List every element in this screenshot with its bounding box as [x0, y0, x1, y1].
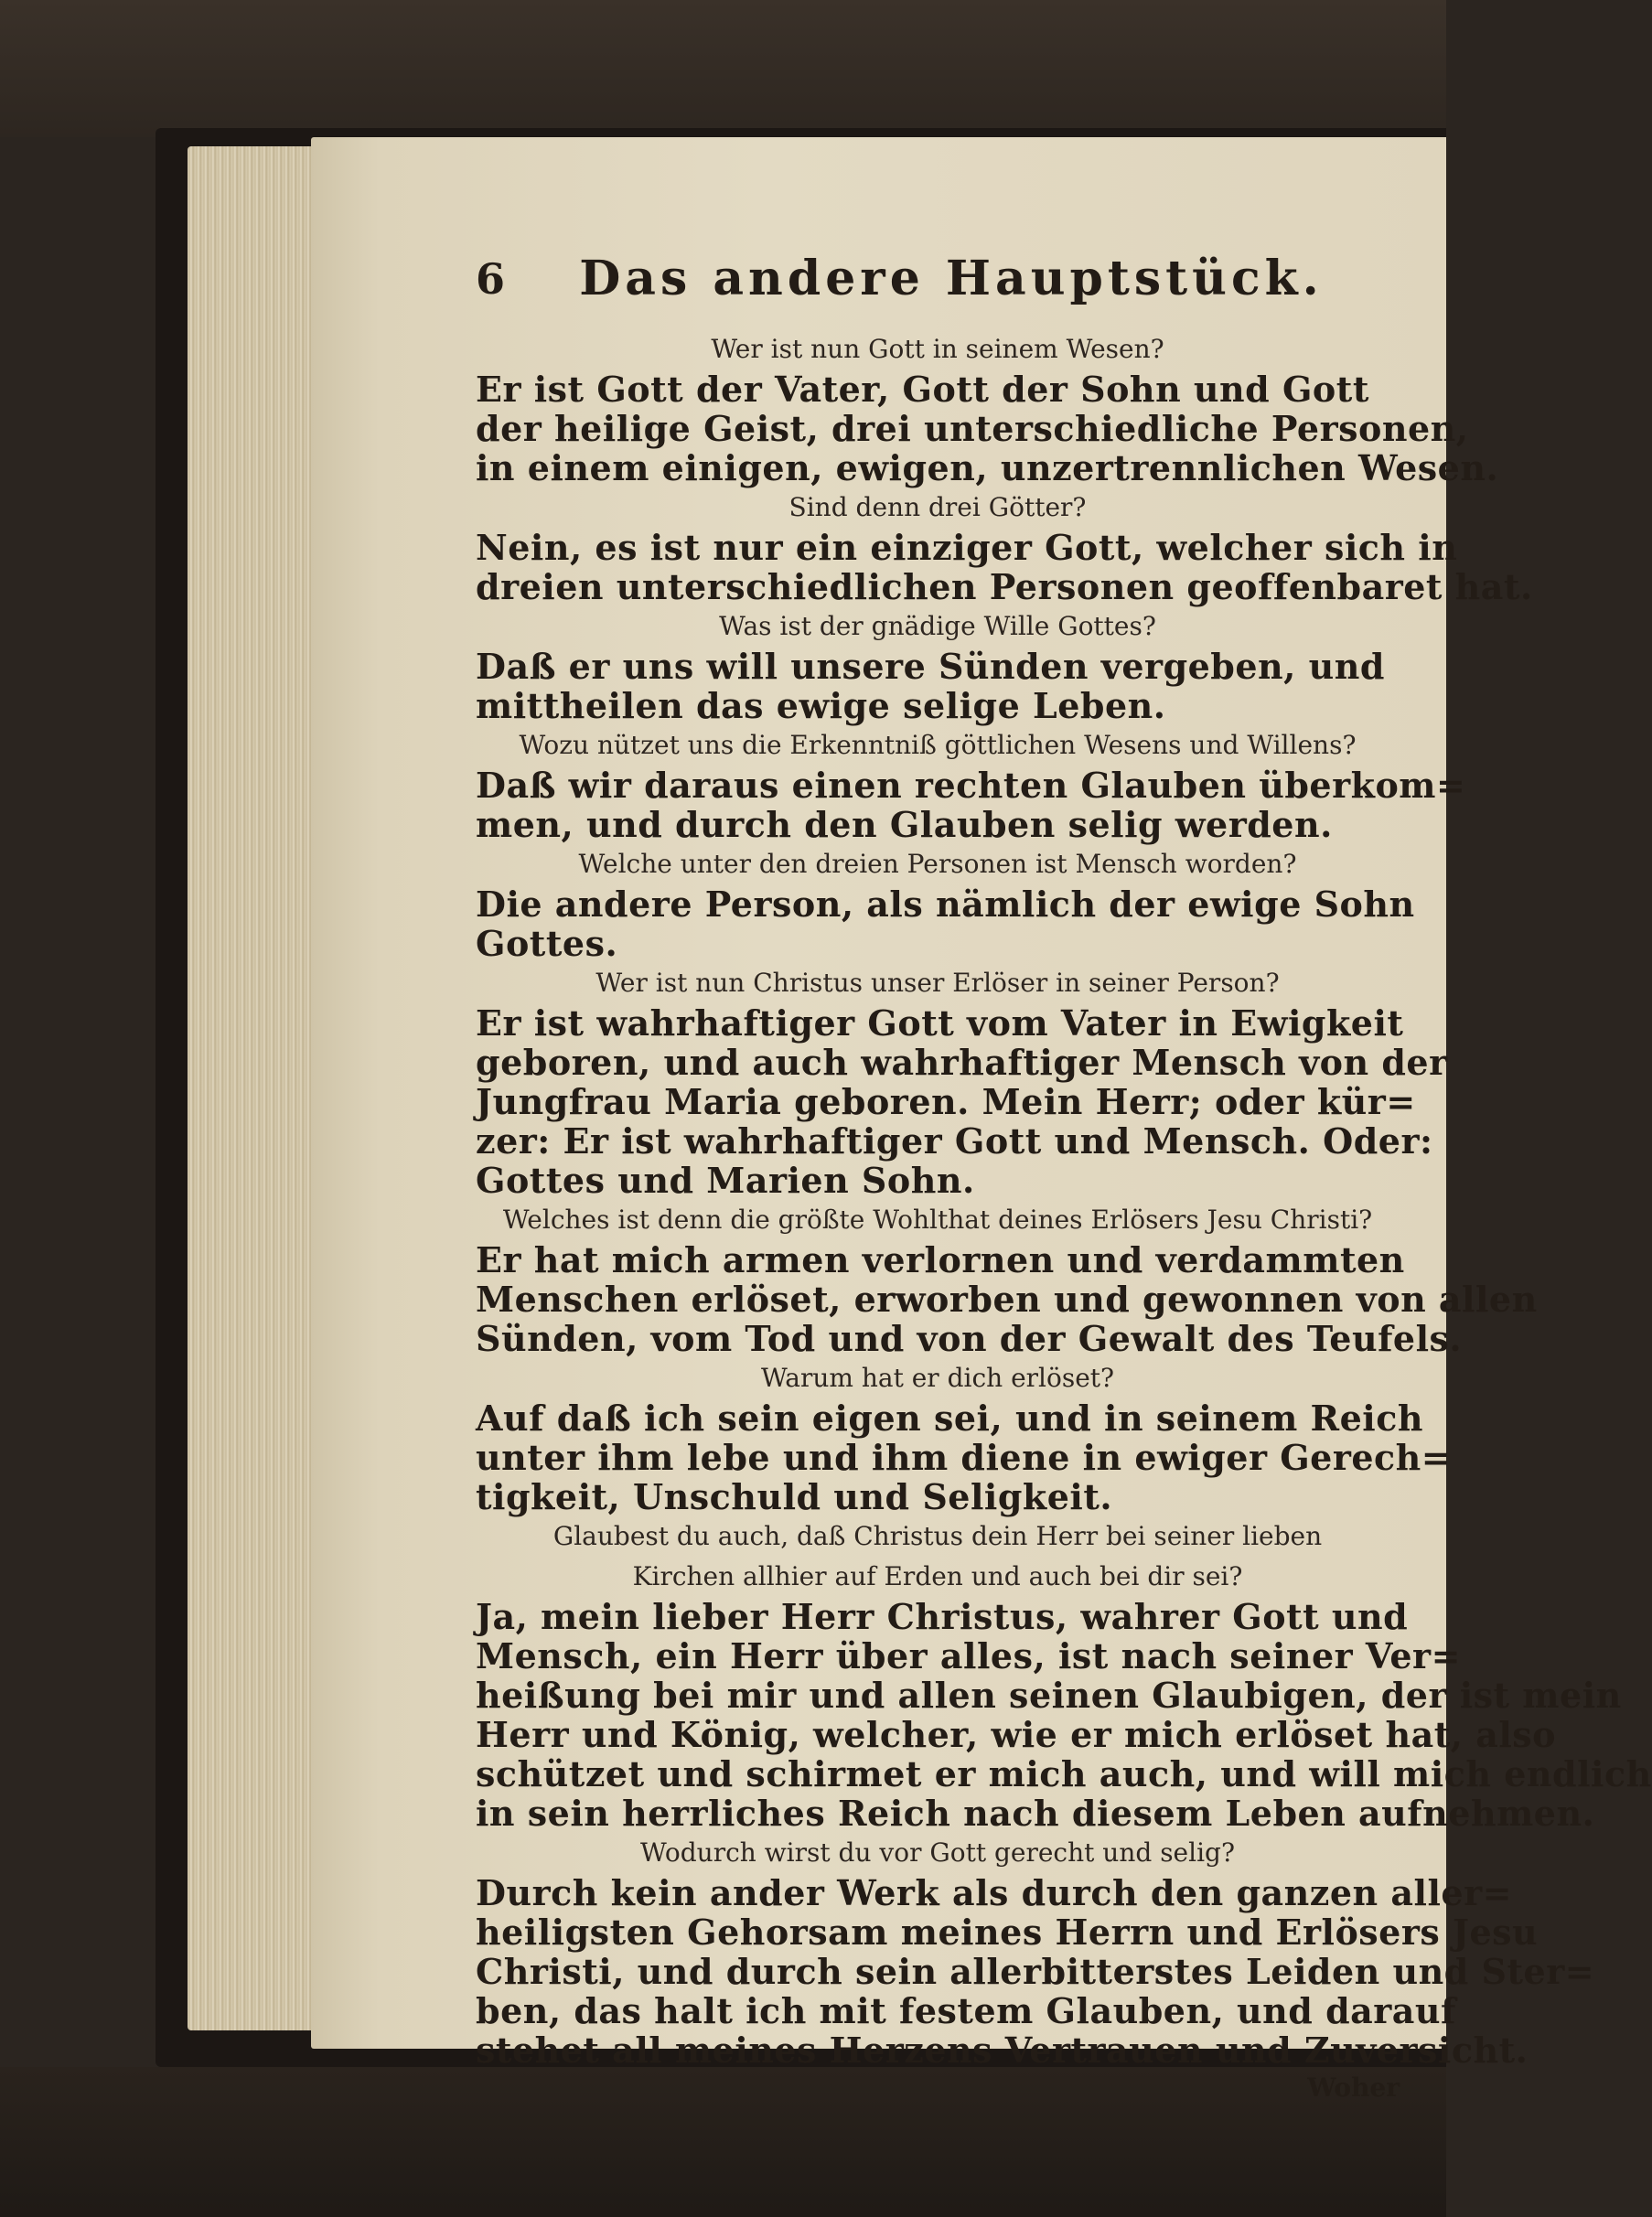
question-line: Sind denn drei Götter? [788, 492, 1087, 522]
answer-line: Er hat mich armen verlornen und verdammten [476, 1239, 1405, 1280]
question-line: Kirchen allhier auf Erden und auch bei dir sei? [632, 1561, 1243, 1591]
answer-line: dreien unterschiedlichen Personen geoffenbaret hat. [476, 566, 1533, 607]
answer-line: Daß er uns will unsere Sünden vergeben, und [476, 646, 1385, 687]
answer-line: Auf daß ich sein eigen sei, und in seinem Reich [476, 1398, 1424, 1439]
question-line: Wodurch wirst du vor Gott gerecht und selig? [640, 1837, 1235, 1868]
answer-line: unter ihm lebe und ihm diene in ewiger Gerech= [476, 1437, 1452, 1478]
answer-line: Er ist Gott der Vater, Gott der Sohn und Gott [476, 369, 1369, 410]
page-header [476, 247, 1400, 329]
answer-line: heiligsten Gehorsam meines Herrn und Erlösers Jesu [476, 1912, 1539, 1953]
answer-line: heißung bei mir und allen seinen Glaubigen, der ist mein [476, 1675, 1622, 1716]
answer-line: Daß wir daraus einen rechten Glauben überkom= [476, 765, 1466, 806]
answer-line: Gottes. [476, 923, 618, 964]
page-number: 6 [476, 254, 506, 304]
answer-line: Christi, und durch sein allerbitterstes Leiden und Ster= [476, 1951, 1595, 1992]
answer-line: Die andere Person, als nämlich der ewige Sohn [476, 884, 1415, 925]
question-line: Welche unter den dreien Personen ist Mensch worden? [578, 849, 1297, 879]
question-line: Warum hat er dich erlöset? [760, 1363, 1115, 1393]
answer-line: Mensch, ein Herr über alles, ist nach seiner Ver= [476, 1635, 1461, 1676]
answer-line: Durch kein ander Werk als durch den ganzen aller= [476, 1872, 1512, 1913]
question-line: Glaubest du auch, daß Christus dein Herr bei seiner lieben [552, 1521, 1323, 1551]
answer-line: stehet all meines Herzens Vertrauen und Zuversicht. [476, 2030, 1529, 2071]
page-text [476, 247, 1652, 2106]
answer-line: tigkeit, Unschuld und Seligkeit. [476, 1476, 1113, 1517]
answer-line: geboren, und auch wahrhaftiger Mensch von der [476, 1042, 1448, 1083]
answer-line: mittheilen das ewige selige Leben. [476, 685, 1166, 726]
question-line: Was ist der gnädige Wille Gottes? [719, 611, 1156, 641]
catchword: Woher [1307, 2072, 1400, 2103]
answer-line: in einem einigen, ewigen, unzertrennlichen Wesen. [476, 447, 1499, 488]
answer-line: ben, das halt ich mit festem Glauben, und darauf [476, 1990, 1456, 2031]
answer-line: Nein, es ist nur ein einziger Gott, welcher sich in [476, 527, 1458, 568]
answer-line: schützet und schirmet er mich auch, und will mich endlich [476, 1753, 1652, 1794]
question-line: Wer ist nun Gott in seinem Wesen? [711, 334, 1164, 364]
question-line: Wozu nützet uns die Erkenntniß göttlichen Wesens und Willens? [519, 730, 1357, 760]
answer-line: Gottes und Marien Sohn. [476, 1160, 975, 1201]
question-line: Welches ist denn die größte Wohlthat deines Erlösers Jesu Christi? [502, 1205, 1373, 1235]
answer-line: der heilige Geist, drei unterschiedliche Personen, [476, 408, 1469, 449]
running-head: Das andere Hauptstück. [579, 251, 1324, 306]
answer-line: Sünden, vom Tod und von der Gewalt des Teufels. [476, 1318, 1463, 1359]
answer-line: zer: Er ist wahrhaftiger Gott und Mensch. Oder: [476, 1120, 1433, 1162]
answer-line: Menschen erlöset, erworben und gewonnen von allen [476, 1279, 1538, 1320]
answer-line: Er ist wahrhaftiger Gott vom Vater in Ewigkeit [476, 1002, 1404, 1044]
answer-line: Jungfrau Maria geboren. Mein Herr; oder kür= [476, 1081, 1416, 1122]
answer-line: Herr und König, welcher, wie er mich erlöset hat, also [476, 1714, 1557, 1755]
question-line: Wer ist nun Christus unser Erlöser in seiner Person? [595, 968, 1280, 998]
answer-line: men, und durch den Glauben selig werden. [476, 804, 1333, 845]
background-top [0, 0, 1446, 137]
answer-line: in sein herrliches Reich nach diesem Leben aufnehmen. [476, 1793, 1595, 1834]
body-text [476, 329, 1652, 2071]
answer-line: Ja, mein lieber Herr Christus, wahrer Gott und [476, 1596, 1409, 1637]
